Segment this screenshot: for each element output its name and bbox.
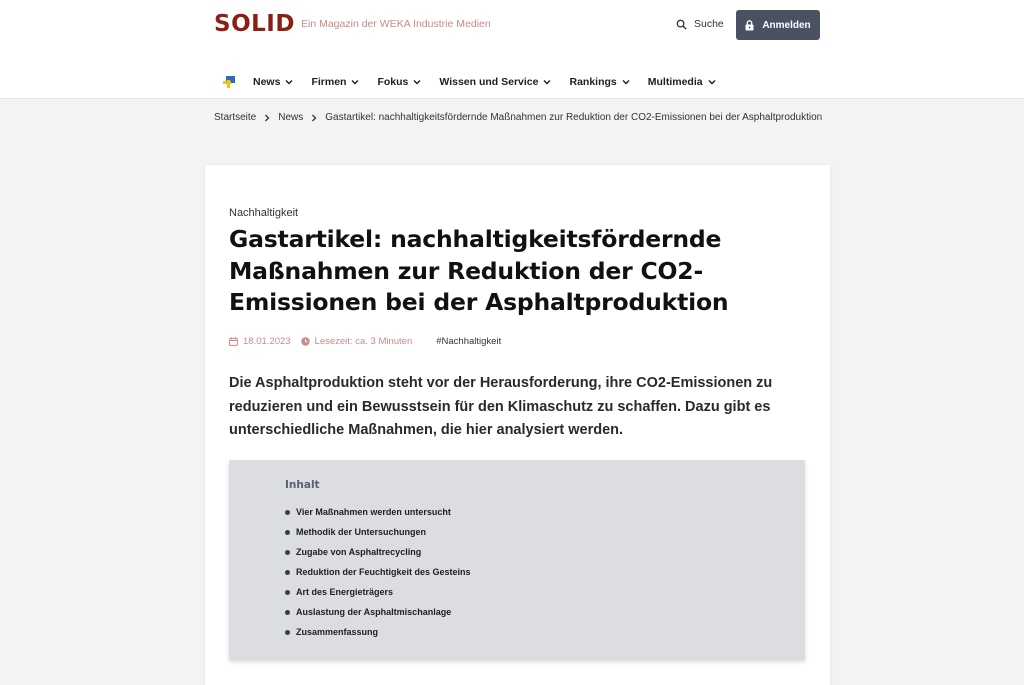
nav-item-multimedia[interactable] [648, 76, 716, 88]
chevron-down-icon [285, 79, 293, 85]
site-logo[interactable]: SOLID [214, 11, 295, 37]
breadcrumb [214, 112, 822, 123]
site-tagline: Ein Magazin der WEKA Industrie Medien [301, 18, 491, 30]
article-date-text: 18.01.2023 [243, 336, 291, 347]
search-icon [676, 19, 687, 30]
toc-item[interactable] [285, 562, 471, 582]
chevron-down-icon [351, 79, 359, 85]
breadcrumb-home-link[interactable]: Startseite [214, 112, 257, 123]
search-label: Suche [694, 18, 724, 30]
toc-item-label: Reduktion der Feuchtigkeit des Gesteins [296, 567, 471, 577]
nav-item-fokus[interactable] [377, 76, 421, 88]
table-of-contents [229, 460, 805, 660]
toc-item-label: Art des Energieträgers [296, 587, 394, 597]
chevron-down-icon [543, 79, 551, 85]
article-tag-link[interactable]: #Nachhaltigkeit [436, 336, 502, 347]
toc-item[interactable] [285, 522, 471, 542]
bullet-icon [285, 590, 290, 595]
nav-item-news[interactable] [253, 76, 293, 88]
bullet-icon [285, 530, 290, 535]
bullet-icon [285, 570, 290, 575]
article-category[interactable]: Nachhaltigkeit [229, 207, 299, 219]
toc-list [285, 502, 471, 642]
nav-item-label: Multimedia [647, 76, 703, 88]
nav-item-wissen-und-service[interactable] [439, 76, 551, 88]
nav-item-firmen[interactable] [311, 76, 359, 88]
toc-item-label: Vier Maßnahmen werden untersucht [296, 507, 451, 517]
chevron-down-icon [413, 79, 421, 85]
clock-icon [301, 337, 310, 346]
article-title: Gastartikel: nachhaltigkeitsfördernde Maßnahmen zur Reduktion der CO2-Emissionen bei der Asphaltproduktion [229, 225, 729, 316]
toc-item[interactable] [285, 542, 471, 562]
chevron-down-icon [622, 79, 630, 85]
home-logo-icon[interactable] [221, 74, 237, 90]
nav-item-label: Rankings [569, 76, 617, 88]
toc-item-label: Zusammenfassung [296, 627, 379, 637]
lock-icon [745, 20, 754, 31]
toc-title: Inhalt [285, 479, 320, 491]
chevron-right-icon [311, 114, 317, 122]
article-date [229, 336, 291, 347]
nav-item-rankings[interactable] [569, 76, 629, 88]
toc-item-label: Auslastung der Asphaltmischanlage [296, 607, 452, 617]
nav-item-label: Fokus [377, 76, 409, 88]
toc-item-label: Zugabe von Asphaltrecycling [296, 547, 422, 557]
search-button[interactable] [676, 18, 724, 30]
chevron-down-icon [708, 79, 716, 85]
bullet-icon [285, 630, 290, 635]
toc-item[interactable] [285, 582, 471, 602]
bullet-icon [285, 510, 290, 515]
article-card [205, 165, 830, 685]
site-header [0, 0, 1024, 99]
login-label: Anmelden [762, 19, 811, 31]
nav-item-label: News [253, 76, 281, 88]
toc-item[interactable] [285, 502, 471, 522]
calendar-icon [229, 337, 238, 346]
bullet-icon [285, 610, 290, 615]
toc-item[interactable] [285, 622, 471, 642]
main-nav [221, 73, 734, 91]
article-meta [229, 336, 501, 347]
chevron-right-icon [264, 114, 270, 122]
bullet-icon [285, 550, 290, 555]
article-reading-time-text: Lesezeit: ca. 3 Minuten [314, 336, 413, 347]
nav-item-label: Wissen und Service [439, 76, 539, 88]
article-lead: Die Asphaltproduktion steht vor der Herausforderung, ihre CO2-Emissionen zu reduzieren und ein Bewusstsein für den Klimaschutz zu schaffen. Dazu gibt es unterschiedliche Maßnahmen, die hier analysiert werden. [229, 375, 773, 438]
toc-item-label: Methodik der Untersuchungen [296, 527, 427, 537]
login-button[interactable] [736, 10, 820, 40]
toc-item[interactable] [285, 602, 471, 622]
breadcrumb-news-link[interactable]: News [278, 112, 304, 123]
article-reading-time [301, 336, 413, 347]
breadcrumb-current: Gastartikel: nachhaltigkeitsfördernde Maßnahmen zur Reduktion der CO2-Emissionen bei der Asphaltproduktion [325, 112, 823, 123]
nav-item-label: Firmen [311, 76, 347, 88]
